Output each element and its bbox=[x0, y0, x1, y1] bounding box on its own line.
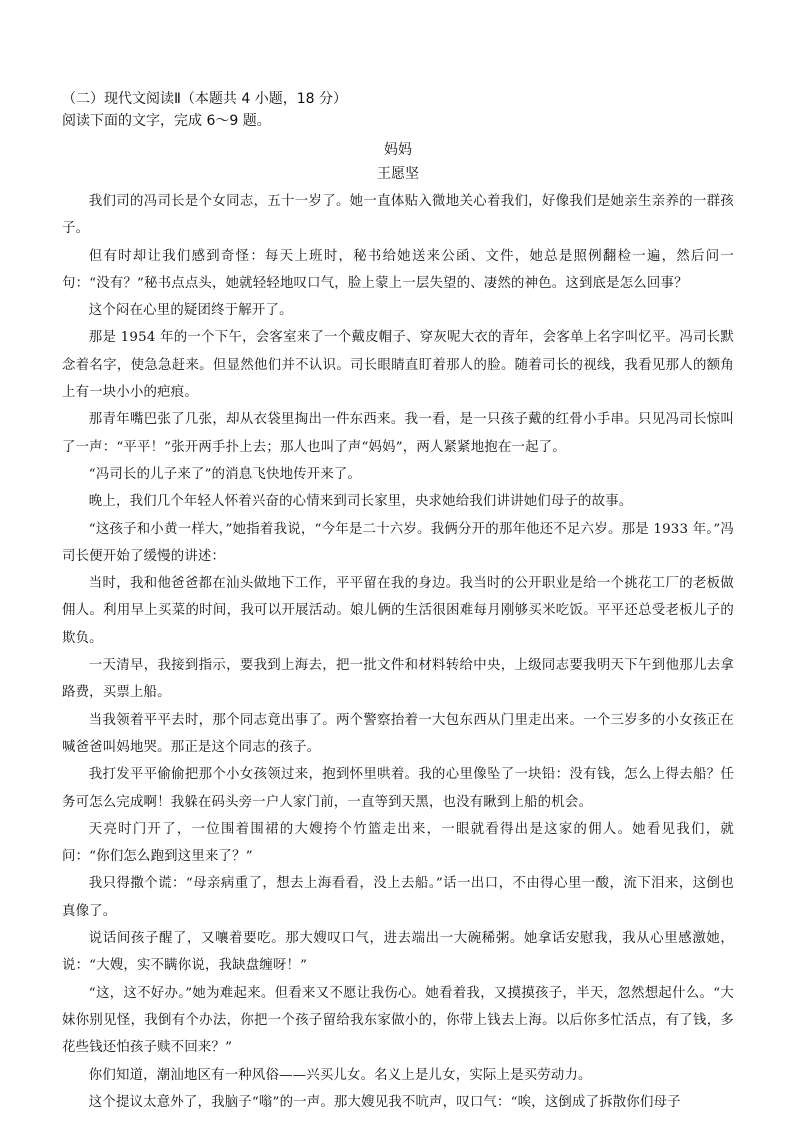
paragraph: 你们知道，潮汕地区有一种风俗——兴买儿女。名义上是儿女，实际上是买劳动力。 bbox=[88, 1067, 592, 1083]
paragraph: 这个闷在心里的疑团终于解开了。 bbox=[88, 303, 293, 319]
paragraph: 但有时却让我们感到奇怪：每天上班时，秘书给她送来公函、文件，她总是照例翻检一遍，然后问一句：“没有？”秘书点点头，她就轻轻地叹口气，脸上蒙上一层失望的、凄然的神色。这到底是怎么回事？ bbox=[62, 248, 734, 291]
paragraph: 我们司的冯司长是个女同志，五十一岁了。她一直体贴入微地关心着我们，好像我们是她亲生亲养的一群孩子。 bbox=[62, 194, 734, 237]
paragraph: 当我领着平平去时，那个同志竟出事了。两个警察抬着一大包东西从门里走出来。一个三岁多的小女孩正在喊爸爸叫妈地哭。那正是这个同志的孩子。 bbox=[62, 712, 734, 755]
paragraph: 我只得撒个谎：“母亲病重了，想去上海看看，没上去船。”话一出口，不由得心里一酸，流下泪来，这倒也真像了。 bbox=[62, 876, 734, 919]
paragraph: “冯司长的儿子来了”的消息飞快地传开来了。 bbox=[88, 466, 362, 482]
paragraph: 我打发平平偷偷把那个小女孩领过来，抱到怀里哄着。我的心里像坠了一块铅：没有钱，怎么上得去船？任务可怎么完成啊！我躲在码头旁一户人家门前，一直等到天黑，也没有瞅到上船的机会。 bbox=[62, 767, 734, 810]
paragraph: “这孩子和小黄一样大，”她指着我说，“今年是二十六岁。我俩分开的那年他还不足六岁。那是 1933 年。”冯司长便开始了缓慢的讲述： bbox=[62, 521, 734, 564]
paragraph: 天亮时门开了，一位围着围裙的大嫂挎个竹篮走出来，一眼就看得出是这家的佣人。她看见我们，就问：“你们怎么跑到这里来了？” bbox=[62, 821, 734, 865]
reading-section bbox=[62, 88, 734, 1116]
article-title: 妈妈 bbox=[384, 142, 412, 158]
paragraph: 那是 1954 年的一个下午，会客室来了一个戴皮帽子、穿灰呢大衣的青年，会客单上名字叫忆平。冯司长默念着名字，使急急赶来。但显然他们并不认识。司长眼睛直盯着那人的脸。随着司长的视线，我看见那人的额角上有一块小小的疤痕。 bbox=[62, 330, 734, 401]
section-heading: （二）现代文阅读Ⅱ（本题共 4 小题，18 分） bbox=[62, 91, 347, 107]
paragraph: 说话间孩子醒了，又嚷着要吃。那大嫂叹口气，进去端出一大碗稀粥。她拿话安慰我，我从心里感激她，说：“大嫂，实不瞒你说，我缺盘缠呀！” bbox=[62, 931, 734, 974]
paragraph: 那青年嘴巴张了几张，却从衣袋里掏出一件东西来。我一看，是一只孩子戴的红骨小手串。只见冯司长惊叫了一声：“平平！”张开两手扑上去；那人也叫了声“妈妈”，两人紧紧地抱在一起了。 bbox=[62, 412, 734, 455]
question-instruction: 阅读下面的文字，完成 6～9 题。 bbox=[62, 113, 271, 129]
article-author: 王愿坚 bbox=[377, 166, 419, 182]
paragraph: “这，这不好办。”她为难起来。但看来又不愿让我伤心。她看着我，又摸摸孩子，半天，忽然想起什么。“大妹你别见怪，我倒有个办法，你把一个孩子留给我东家做小的，你带上钱去上海。以后你多忙活点，有了钱，多花些钱还怕孩子赎不回来？” bbox=[62, 985, 734, 1056]
paragraph: 这个提议太意外了，我脑子“嗡”的一声。那大嫂见我不吭声，叹口气：“唉，这倒成了拆散你们母子 bbox=[88, 1094, 681, 1110]
paragraph: 当时，我和他爸爸都在汕头做地下工作，平平留在我的身边。我当时的公开职业是给一个挑花工厂的老板做佣人。利用早上买菜的时间，我可以开展活动。娘儿俩的生活很困难每月刚够买米吃饭。平平还总受老板儿子的欺负。 bbox=[62, 576, 734, 646]
paragraph: 晚上，我们几个年轻人怀着兴奋的心情来到司长家里，央求她给我们讲讲她们母子的故事。 bbox=[88, 494, 633, 510]
paragraph: 一天清早，我接到指示，要我到上海去，把一批文件和材料转给中央，上级同志要我明天下午到他那儿去拿路费，买票上船。 bbox=[62, 658, 734, 701]
